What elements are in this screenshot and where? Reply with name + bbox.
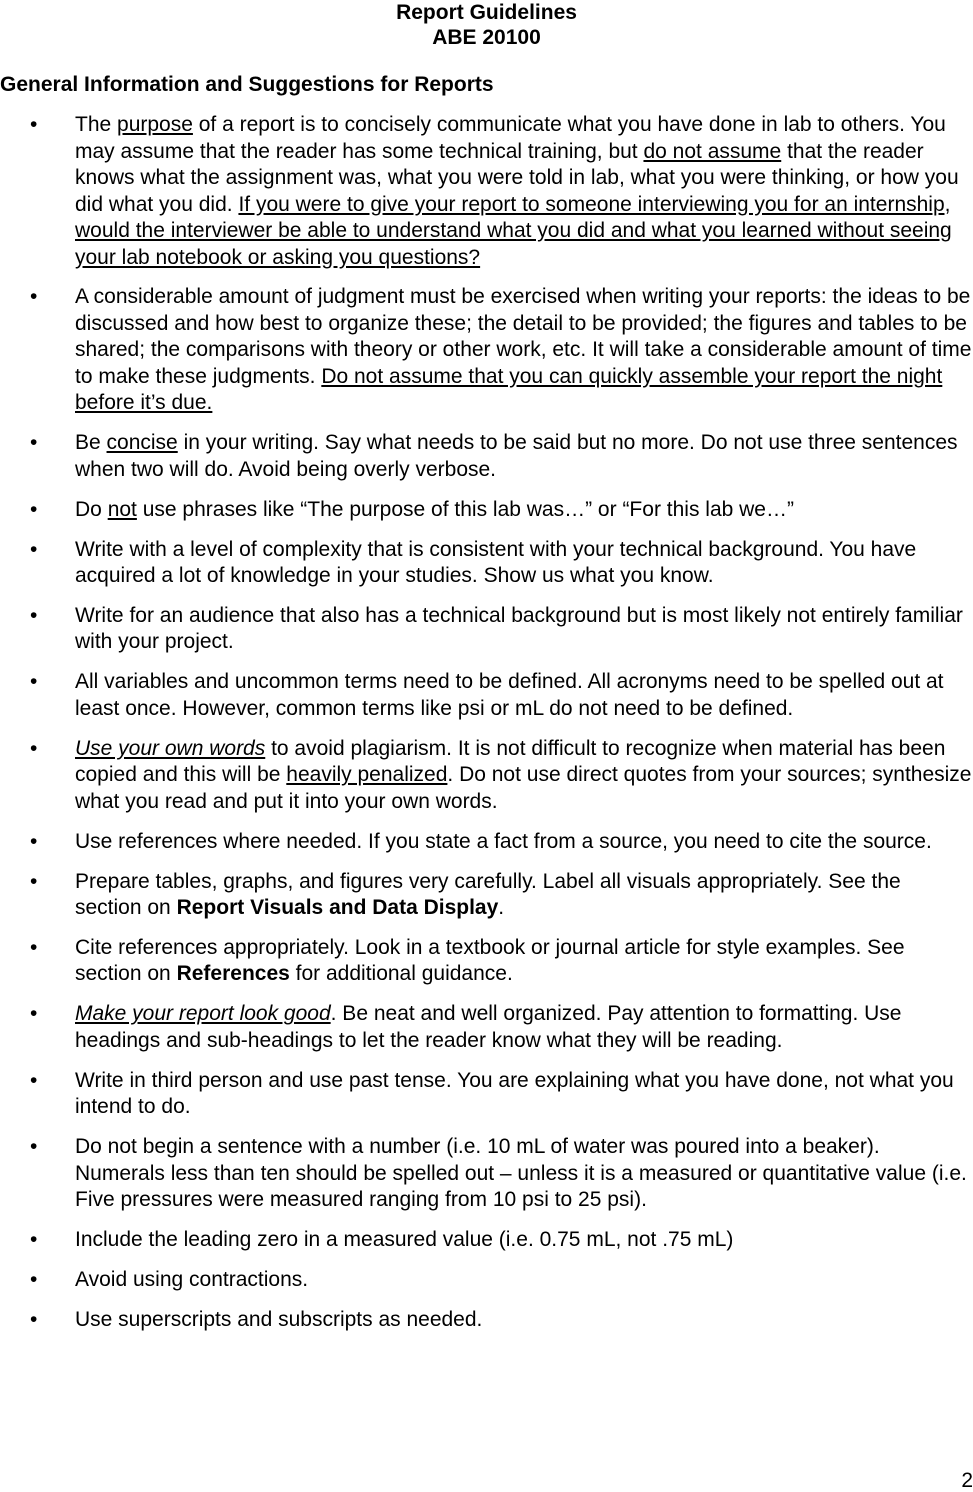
guideline-item (0, 1068, 973, 1121)
emphasis-text: concise (106, 431, 178, 455)
guideline-item (0, 1134, 973, 1214)
guideline-item (0, 736, 973, 816)
emphasis-text: not (107, 497, 137, 521)
guideline-item (0, 112, 973, 271)
section-reference: Report Visuals and Data Display (176, 896, 499, 920)
bullet-marker: • (30, 829, 38, 853)
emphasis-text: purpose (117, 113, 193, 136)
emphasis-text: If you were to give your report to someone interviewing you for an internship, would the interviewer be able to understand what you did and what you learned without seeing your lab notebook or asking you questions? (75, 192, 952, 269)
guideline-text: . Be neat and well organized. Pay attention to formatting. Use headings and sub-headings to let the reader know what they will be reading. (75, 1002, 902, 1052)
section-reference: References (176, 962, 290, 986)
guideline-text: Write for an audience that also has a technical background but is most likely not entirely familiar with your project. (75, 603, 963, 654)
guideline-item (0, 1267, 973, 1294)
emphasis-text: Use your own words (75, 736, 266, 760)
bullet-marker: • (30, 1227, 38, 1251)
guideline-item (0, 1307, 973, 1334)
bullet-marker: • (30, 113, 38, 136)
guideline-text: Write with a level of complexity that is consistent with your technical background. You have acquired a lot of knowledge in your studies. Show us what you know. (75, 537, 917, 588)
guideline-text: that the reader knows what the assignment was, what you were told in lab, what you were thinking, or how you did what you did. (75, 139, 959, 216)
emphasis-text: do not assume (643, 139, 782, 163)
bullet-marker: • (30, 1267, 38, 1291)
emphasis-text: Do not assume that you can quickly assemble your report the night before it’s due. (75, 364, 943, 415)
guideline-text: of a report is to concisely communicate what you have done in lab to others. You may assume that the reader has some technical training, but (75, 113, 946, 163)
guideline-item (0, 869, 973, 922)
guideline-item (0, 537, 973, 590)
bullet-marker: • (30, 1068, 38, 1092)
bullet-marker: • (30, 1002, 38, 1026)
guideline-item (0, 669, 973, 722)
guideline-item (0, 829, 973, 856)
page-number: 2 (961, 1469, 973, 1492)
bullet-marker: • (30, 431, 38, 455)
guideline-text: Cite references appropriately. Look in a textbook or journal article for style examples. See section on (75, 935, 905, 986)
guideline-text: . Do not use direct quotes from your sources; synthesize what you read and put it into your own words. (75, 763, 972, 813)
document-header (0, 0, 973, 50)
guideline-text: in your writing. Say what needs to be said but no more. Do not use three sentences when two will do. Avoid being overly verbose. (75, 431, 958, 481)
guideline-text: Do not begin a sentence with a number (i.e. 10 mL of water was poured into a beaker). Numerals less than ten should be spelled out – unless it is a measured or quantitative value (i.e. Five pressures were measured ranging from 10 psi to 25 psi). (75, 1135, 967, 1212)
bullet-marker: • (30, 869, 38, 893)
guideline-item (0, 1227, 973, 1254)
guideline-text: All variables and uncommon terms need to be defined. All acronyms need to be spelled out at least once. However, common terms like psi or mL do not need to be defined. (75, 670, 944, 720)
guideline-item (0, 497, 973, 524)
guideline-text: Use superscripts and subscripts as needed. (75, 1307, 483, 1331)
emphasis-text: heavily penalized (286, 763, 448, 787)
guideline-item (0, 430, 973, 483)
guideline-item (0, 284, 973, 417)
guideline-text: Avoid using contractions. (75, 1267, 309, 1291)
bullet-marker: • (30, 670, 38, 694)
guideline-text: A considerable amount of judgment must be exercised when writing your reports: the ideas to be discussed and how best to organize these; the detail to be provided; the figures and tables to be shared; the comparisons with theory or other work, etc. It will take a considerable amount of time to make these judgments. (75, 285, 972, 388)
guideline-text: Include the leading zero in a measured value (i.e. 0.75 mL, not .75 mL) (75, 1227, 734, 1251)
bullet-marker: • (30, 537, 38, 561)
guideline-text: Write in third person and use past tense. You are explaining what you have done, not what you intend to do. (75, 1068, 954, 1119)
document-title: Report Guidelines (396, 1, 577, 24)
guideline-text: Be (75, 431, 107, 455)
guideline-text: use phrases like “The purpose of this lab was…” or “For this lab we…” (136, 497, 794, 521)
emphasis-text: Make your report look good (75, 1002, 331, 1026)
bullet-marker: • (30, 497, 38, 521)
bullet-marker: • (30, 935, 38, 959)
section-title: General Information and Suggestions for Reports (0, 73, 494, 96)
guideline-text: for additional guidance. (289, 962, 513, 986)
guideline-text: Use references where needed. If you state a fact from a source, you need to cite the source. (75, 829, 932, 853)
course-code: ABE 20100 (432, 26, 541, 49)
guideline-text: to avoid plagiarism. It is not difficult to recognize when material has been copied and this will be (75, 736, 946, 787)
guideline-item (0, 1001, 973, 1054)
guideline-text: . (498, 896, 505, 920)
guideline-text: The (75, 113, 118, 136)
guideline-item (0, 935, 973, 988)
guidelines-list (0, 112, 973, 1347)
bullet-marker: • (30, 1307, 38, 1331)
guideline-item (0, 603, 973, 656)
bullet-marker: • (30, 603, 38, 627)
guideline-text: Prepare tables, graphs, and figures very carefully. Label all visuals appropriately. See the section on (75, 869, 901, 920)
bullet-marker: • (30, 285, 38, 309)
guideline-text: Do (75, 497, 108, 521)
bullet-marker: • (30, 1135, 38, 1159)
bullet-marker: • (30, 736, 38, 760)
